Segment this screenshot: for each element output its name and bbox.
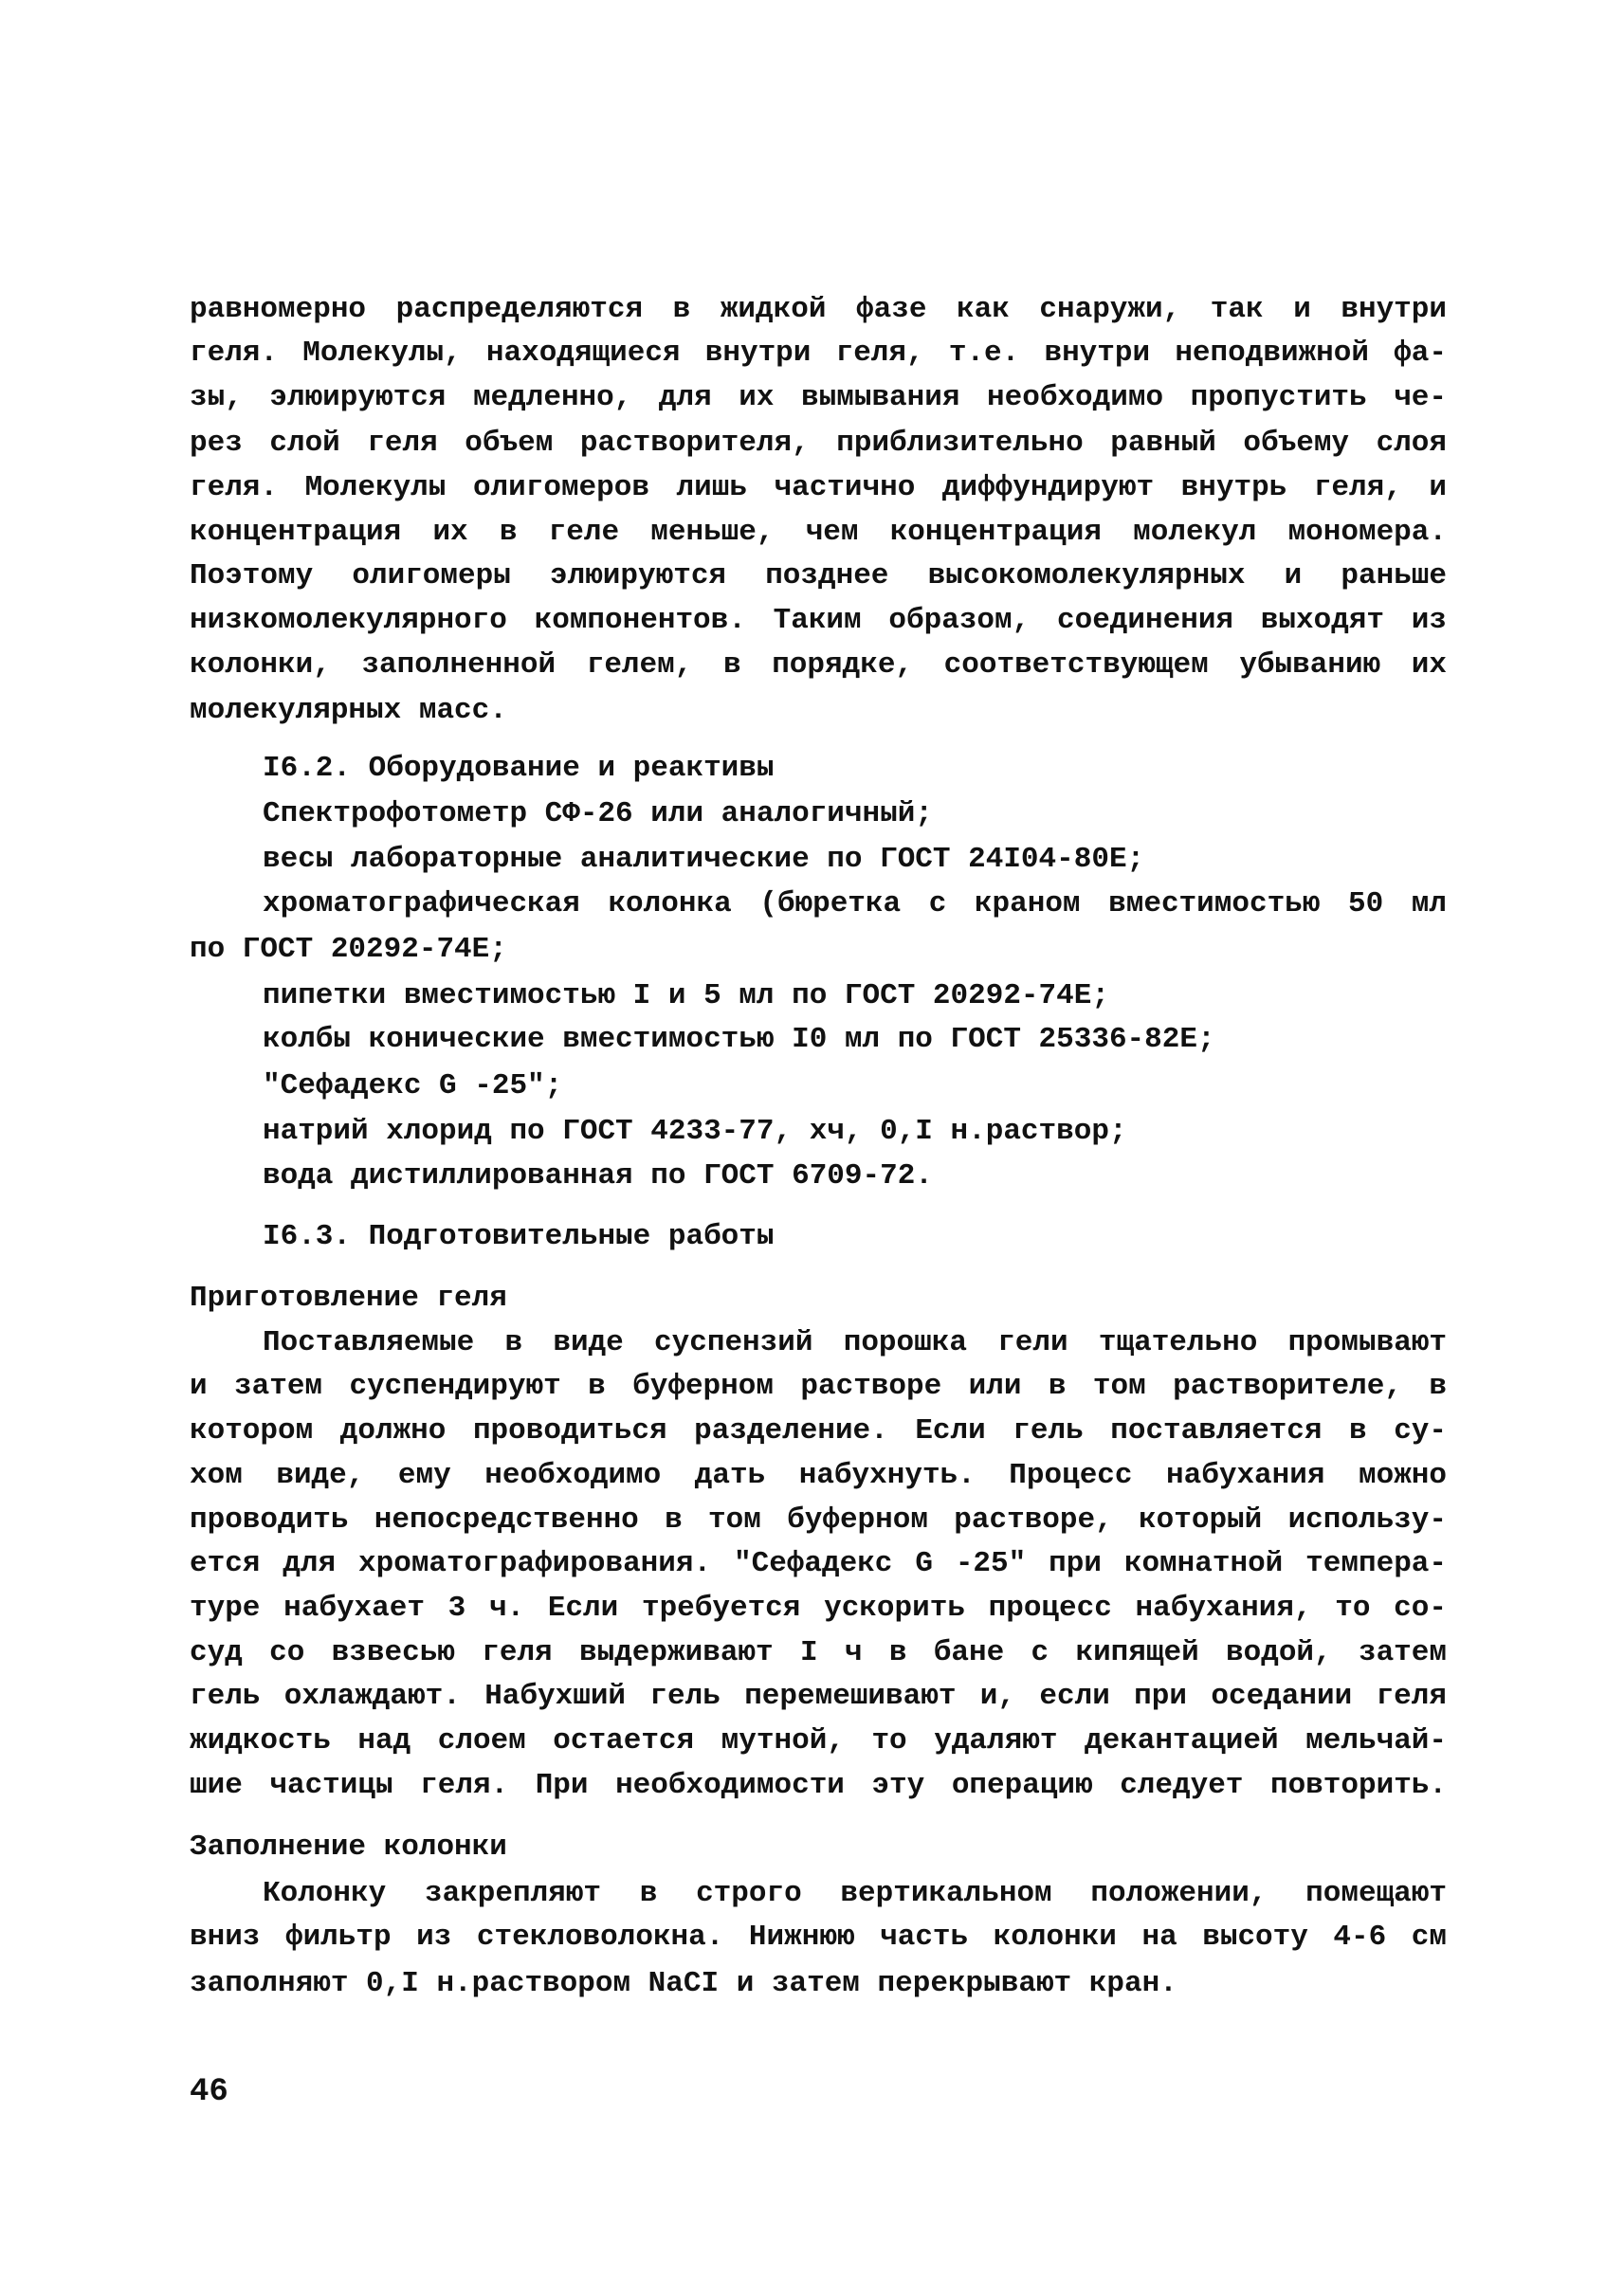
text-line: Колонку закрепляют в строго вертикальном положении, помещают: [263, 1877, 1447, 1910]
text-line: рез слой геля объем растворителя, приблизительно равный объему слоя: [190, 427, 1447, 460]
section-heading: I6.3. Подготовительные работы: [263, 1220, 775, 1253]
text-line: молекулярных масс.: [190, 694, 507, 727]
subsection-heading: Заполнение колонки: [190, 1831, 507, 1864]
text-line: вниз фильтр из стекловолокна. Нижнюю часть колонки на высоту 4-6 см: [190, 1921, 1447, 1954]
text-line: хом виде, ему необходимо дать набухнуть. Процесс набухания можно: [190, 1459, 1447, 1492]
text-line: "Сефадекс G -25";: [263, 1069, 563, 1102]
text-line: геля. Молекулы олигомеров лишь частично диффундируют внутрь геля, и: [190, 471, 1447, 504]
text-line: равномерно распределяются в жидкой фазе как снаружи, так и внутри: [190, 293, 1447, 326]
text-line: колонки, заполненной гелем, в порядке, соответствующем убыванию их: [190, 648, 1447, 682]
text-line: проводить непосредственно в том буферном растворе, который использу-: [190, 1503, 1447, 1537]
text-line: колбы конические вместимостью I0 мл по ГОСТ 25336-82Е;: [263, 1023, 1215, 1056]
text-line: геля. Молекулы, находящиеся внутри геля, т.е. внутри неподвижной фа-: [190, 337, 1447, 370]
text-line: Спектрофотометр СФ-26 или аналогичный;: [263, 797, 933, 830]
text-line: гель охлаждают. Набухший гель перемешивают и, если при оседании геля: [190, 1680, 1447, 1713]
text-line: Поставляемые в виде суспензий порошка гели тщательно промывают: [263, 1326, 1447, 1359]
text-line: Поэтому олигомеры элюируются позднее высокомолекулярных и раньше: [190, 559, 1447, 592]
text-line: концентрация их в геле меньше, чем концентрация молекул мономера.: [190, 516, 1447, 549]
text-line: пипетки вместимостью I и 5 мл по ГОСТ 20292-74Е;: [263, 979, 1109, 1012]
text-line: котором должно проводиться разделение. Если гель поставляется в су-: [190, 1414, 1447, 1448]
text-line: жидкость над слоем остается мутной, то удаляют декантацией мельчай-: [190, 1724, 1447, 1758]
text-line: вода дистиллированная по ГОСТ 6709-72.: [263, 1159, 933, 1193]
text-line: весы лабораторные аналитические по ГОСТ 24I04-80Е;: [263, 843, 1145, 876]
subsection-heading: Приготовление геля: [190, 1282, 507, 1315]
text-line: низкомолекулярного компонентов. Таким образом, соединения выходят из: [190, 604, 1447, 637]
section-heading: I6.2. Оборудование и реактивы: [263, 752, 775, 785]
text-line: туре набухает 3 ч. Если требуется ускорить процесс набухания, то со-: [190, 1592, 1447, 1625]
text-line: шие частицы геля. При необходимости эту операцию следует повторить.: [190, 1769, 1447, 1802]
text-line: хроматографическая колонка (бюретка с краном вместимостью 50 мл: [263, 887, 1447, 920]
text-line: по ГОСТ 20292-74Е;: [190, 933, 507, 966]
text-line: и затем суспендируют в буферном растворе или в том растворителе, в: [190, 1370, 1447, 1403]
text-line: заполняют 0,I н.раствором NaCI и затем перекрывают кран.: [190, 1967, 1177, 2000]
text-line: натрий хлорид по ГОСТ 4233-77, хч, 0,I н.раствор;: [263, 1115, 1127, 1148]
page-number: 46: [190, 2074, 228, 2110]
text-line: ется для хроматографирования. "Сефадекс G -25" при комнатной темпера-: [190, 1547, 1447, 1580]
text-line: суд со взвесью геля выдерживают I ч в бане с кипящей водой, затем: [190, 1636, 1447, 1669]
text-line: зы, элюируются медленно, для их вымывания необходимо пропустить че-: [190, 381, 1447, 414]
